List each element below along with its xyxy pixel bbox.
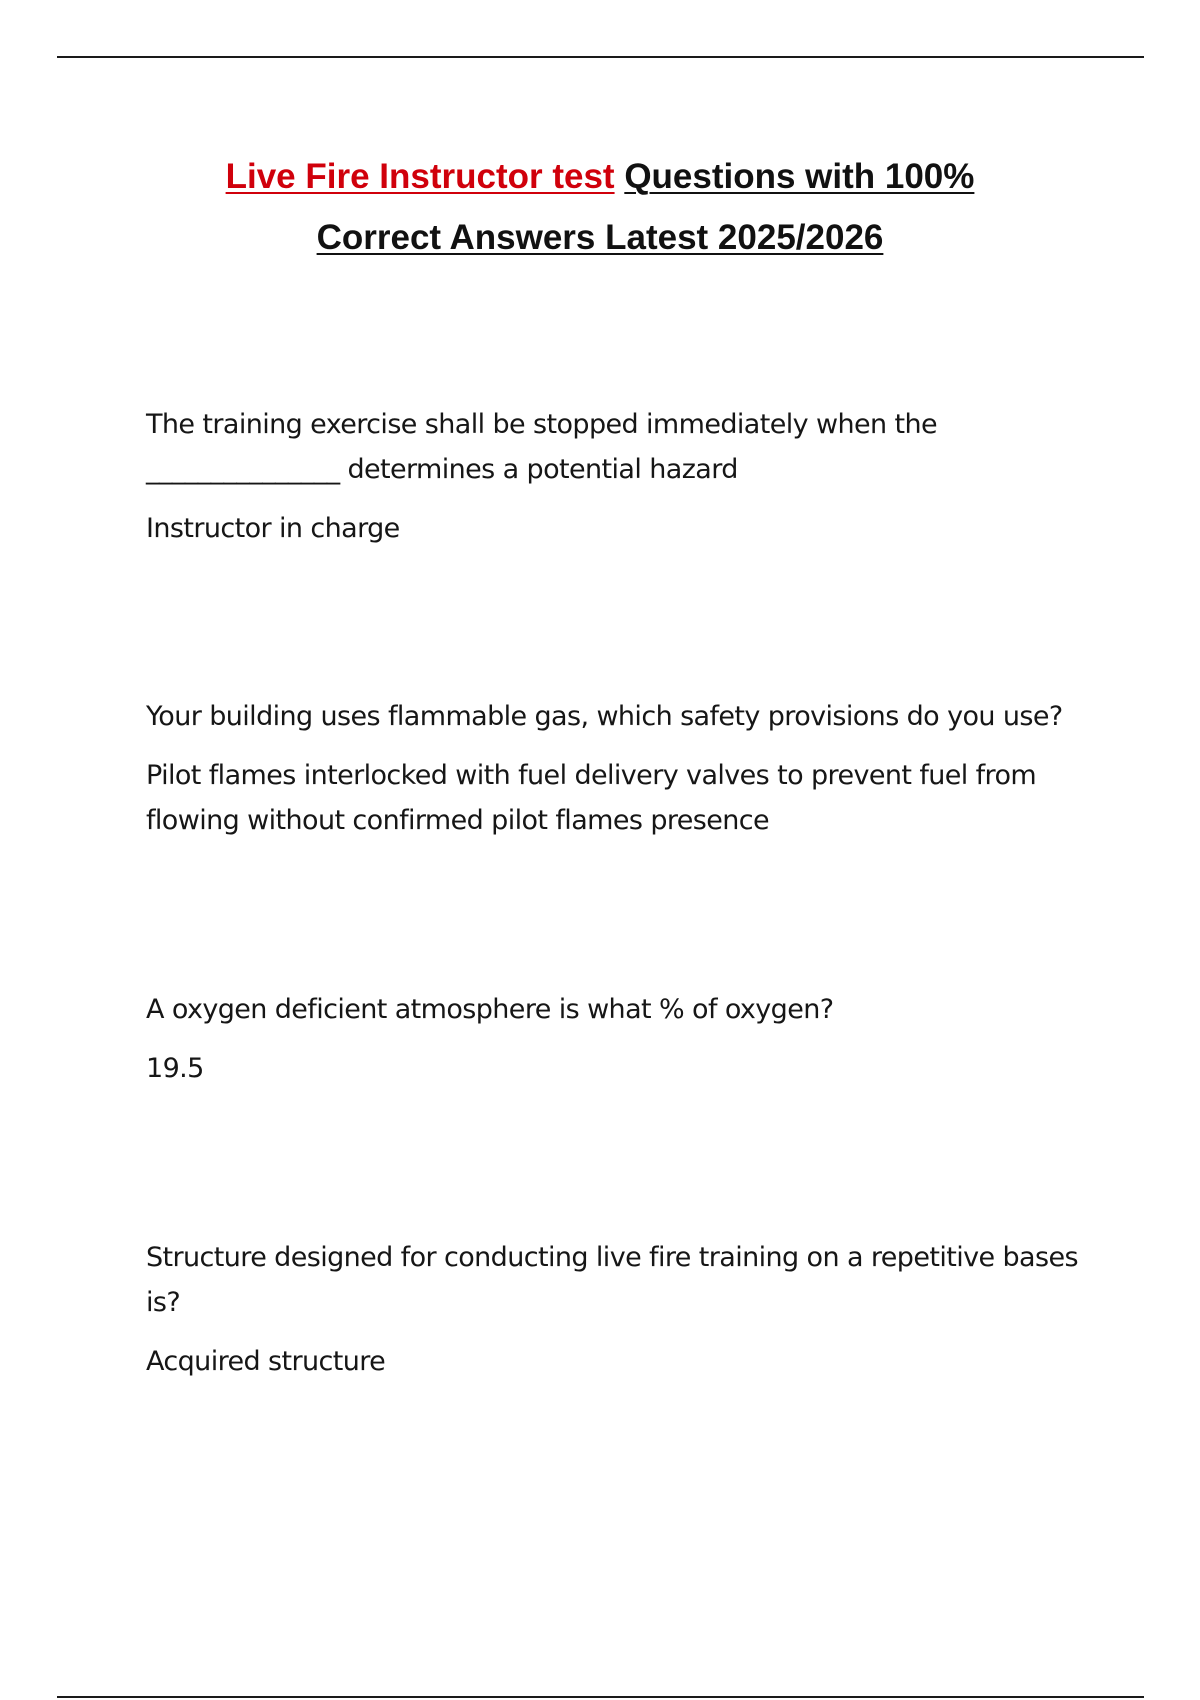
footer-rule bbox=[57, 1696, 1144, 1698]
answer-text: 19.5 bbox=[146, 1053, 204, 1084]
title-rest: Questions with 100% bbox=[624, 157, 975, 196]
qa-item bbox=[146, 694, 1086, 843]
question-text: Your building uses flammable gas, which safety provisions do you use? bbox=[146, 701, 1063, 732]
header-rule bbox=[57, 56, 1144, 58]
qa-item bbox=[146, 1235, 1086, 1384]
qa-item bbox=[146, 987, 1086, 1091]
title-highlight: Live Fire Instructor test bbox=[225, 157, 615, 196]
answer-text: Pilot flames interlocked with fuel delivery valves to prevent fuel from flowing without confirmed pilot flames presence bbox=[146, 760, 1037, 836]
answer-text: Acquired structure bbox=[146, 1346, 386, 1377]
question-text: A oxygen deficient atmosphere is what % of oxygen? bbox=[146, 994, 834, 1025]
answer-text: Instructor in charge bbox=[146, 513, 400, 544]
document-title bbox=[60, 146, 1140, 268]
qa-item bbox=[146, 402, 1086, 551]
question-text: The training exercise shall be stopped immediately when the _______________ determines a potential hazard bbox=[146, 409, 937, 485]
title-line-2: Correct Answers Latest 2025/2026 bbox=[316, 218, 884, 257]
question-text: Structure designed for conducting live fire training on a repetitive bases is? bbox=[146, 1242, 1078, 1318]
